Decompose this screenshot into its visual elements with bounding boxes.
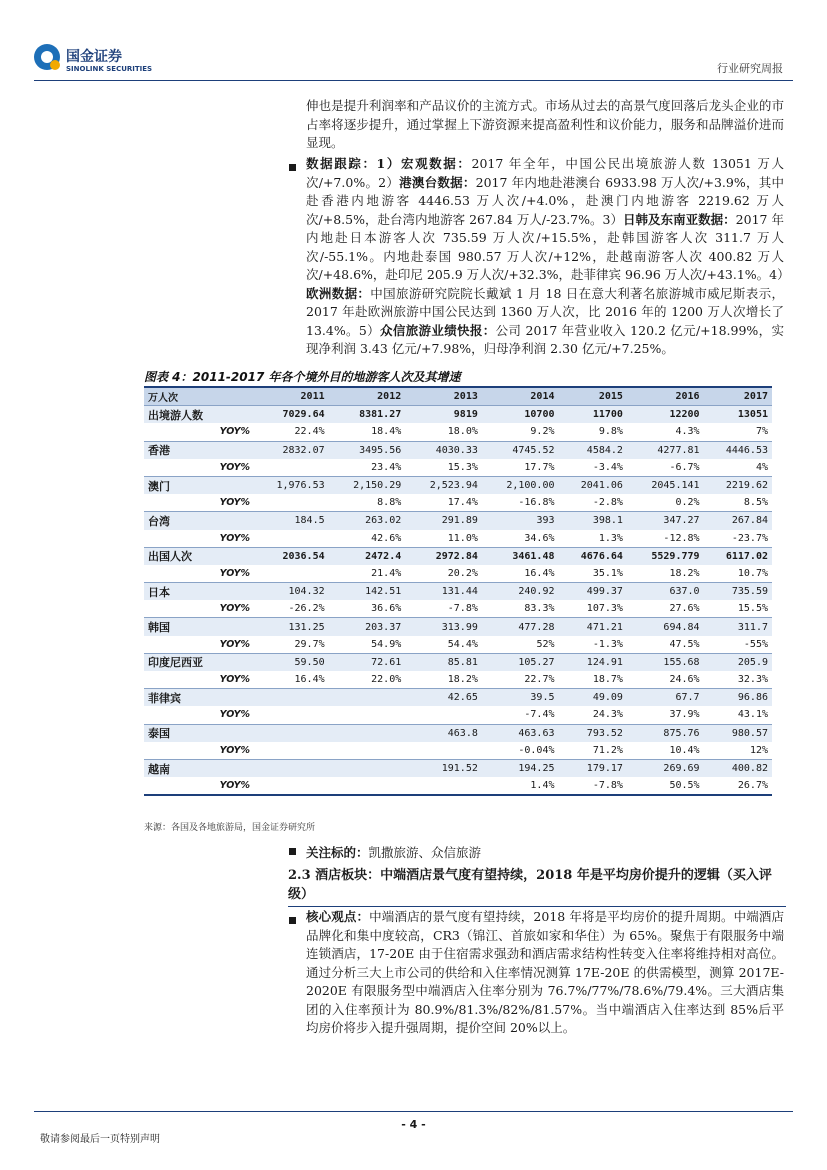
yoy-row [144, 530, 772, 548]
row-label: 出国人次 [144, 547, 252, 565]
value-cell: 637.0 [627, 583, 704, 601]
yoy-label: YOY% [219, 532, 250, 544]
yoy-row [144, 671, 772, 689]
value-cell: 1,976.53 [252, 476, 329, 494]
year-header: 2015 [559, 387, 627, 406]
yoy-cell: 35.1% [592, 567, 623, 579]
value-cell: 735.59 [704, 583, 772, 601]
value-cell: 191.52 [405, 759, 482, 777]
yoy-label: YOY% [219, 603, 250, 615]
value-cell: 463.8 [405, 724, 482, 742]
yoy-cell: 1.3% [598, 532, 623, 544]
value-cell: 694.84 [627, 618, 704, 636]
yoy-cell: 10.4% [669, 744, 700, 756]
year-header: 2016 [627, 387, 704, 406]
value-cell: 3495.56 [329, 441, 406, 459]
value-cell: 2,150.29 [329, 476, 406, 494]
table-row [144, 618, 772, 636]
yoy-cell: 4.3% [675, 426, 700, 438]
logo-cn-text: 国金证券 [66, 49, 122, 65]
value-cell: 42.65 [405, 689, 482, 707]
row-label: 日本 [144, 583, 252, 601]
table-title: 图表 4：2011-2017 年各个境外目的地游客人次及其增速 [144, 370, 461, 384]
yoy-cell: 11.0% [447, 532, 478, 544]
focus-label: 关注标的： [306, 845, 369, 860]
value-cell: 477.28 [482, 618, 559, 636]
yoy-cell: 52% [536, 638, 555, 650]
document-type: 行业研究周报 [717, 62, 783, 75]
yoy-cell: 7% [755, 426, 768, 438]
table-row [144, 406, 772, 424]
yoy-cell: 24.3% [592, 709, 623, 721]
yoy-cell: 18.4% [371, 426, 402, 438]
intro-paragraph: 伸也是提升利润率和产品议价的主流方式。市场从过去的高景气度回落后龙头企业的市占率将逐步提升，通过掌握上下游资源来提高盈利性和议价能力，服务和品牌溢价进而显现。 [306, 98, 784, 150]
yoy-row [144, 423, 772, 441]
yoy-cell: 22.7% [524, 674, 555, 686]
yoy-cell: 43.1% [737, 709, 768, 721]
value-cell [252, 689, 329, 707]
value-cell: 124.91 [559, 653, 627, 671]
row-label: 韩国 [144, 618, 252, 636]
yoy-cell: 8.5% [743, 497, 768, 509]
value-cell [252, 759, 329, 777]
yoy-label: YOY% [219, 744, 250, 756]
yoy-row [144, 565, 772, 583]
yoy-cell: -3.4% [592, 461, 623, 473]
value-cell: 269.69 [627, 759, 704, 777]
yoy-cell: 12% [749, 744, 768, 756]
table-row [144, 512, 772, 530]
year-header: 2012 [329, 387, 406, 406]
data-tracking-text-1: 2017 年全年，中国公民出境旅游人数 13051 万人次/+7.0%。2） [306, 156, 785, 190]
value-cell: 875.76 [627, 724, 704, 742]
yoy-cell: 83.3% [524, 603, 555, 615]
row-label: 澳门 [144, 476, 252, 494]
value-cell: 2,100.00 [482, 476, 559, 494]
table-header-row [144, 387, 772, 406]
yoy-cell: 18.2% [447, 674, 478, 686]
yoy-cell [252, 777, 329, 795]
value-cell: 2972.84 [405, 547, 482, 565]
yoy-cell [252, 494, 329, 512]
value-cell: 203.37 [329, 618, 406, 636]
value-cell: 240.92 [482, 583, 559, 601]
value-cell: 131.25 [252, 618, 329, 636]
yoy-cell [329, 742, 406, 760]
value-cell: 2036.54 [252, 547, 329, 565]
table-source: 来源：各国及各地旅游局，国金证券研究所 [144, 823, 316, 833]
data-tracking-heading-asia: 日韩及东南亚数据： [623, 211, 736, 227]
yoy-cell: 37.9% [669, 709, 700, 721]
yoy-cell: 50.5% [627, 777, 704, 795]
value-cell: 4446.53 [704, 441, 772, 459]
year-header: 2011 [252, 387, 329, 406]
yoy-cell: 20.2% [447, 567, 478, 579]
value-cell: 67.7 [627, 689, 704, 707]
company-logo [34, 44, 164, 78]
data-tracking-paragraph [306, 155, 790, 359]
yoy-cell: -1.3% [592, 638, 623, 650]
yoy-label: YOY% [219, 426, 250, 438]
yoy-cell: 27.6% [669, 603, 700, 615]
data-tracking-text-2: 2017 年内地赴港澳台 6933.98 万人次/+3.9%，其中赴香港内地游客 4446.53 万人次/+4.0%，赴澳门内地游客 2219.62 万人次/+8.5%，赴台湾内地游客 267.84 万人/-23.7%。3） [306, 174, 784, 227]
section-heading: 2.3 酒店板块：中端酒店景气度有望持续，2018 年是平均房价提升的逻辑（买入评级） [288, 866, 786, 907]
row-label: 出境游人数 [144, 406, 252, 424]
focus-line [306, 843, 481, 861]
yoy-row [144, 494, 772, 512]
value-cell: 59.50 [252, 653, 329, 671]
value-cell: 980.57 [704, 724, 772, 742]
data-tracking-text-5: 公司 2017 年营业收入 120.2 亿元/+18.99%，实现净利润 3.43 亿元/+7.98%，归母净利润 2.30 亿元/+7.25%。 [306, 322, 784, 356]
value-cell: 398.1 [559, 512, 627, 530]
table-row [144, 689, 772, 707]
value-cell: 5529.779 [627, 547, 704, 565]
value-cell: 10700 [482, 406, 559, 424]
yoy-cell: 47.5% [669, 638, 700, 650]
row-label: 越南 [144, 759, 252, 777]
yoy-cell: 1.4% [482, 777, 559, 795]
table-row [144, 759, 772, 777]
value-cell: 4676.64 [559, 547, 627, 565]
page-header [0, 0, 827, 80]
tourist-table [144, 386, 772, 796]
yoy-cell: 36.6% [371, 603, 402, 615]
core-view-paragraph [306, 908, 784, 1038]
bullet-icon [289, 848, 296, 855]
yoy-cell: 21.4% [371, 567, 402, 579]
table-row [144, 547, 772, 565]
value-cell: 179.17 [559, 759, 627, 777]
unit-label: 万人次 [144, 387, 252, 406]
yoy-cell: 18.2% [669, 567, 700, 579]
value-cell: 793.52 [559, 724, 627, 742]
row-label: 台湾 [144, 512, 252, 530]
yoy-cell: 54.4% [447, 638, 478, 650]
yoy-cell: -12.8% [663, 532, 700, 544]
yoy-cell [329, 706, 406, 724]
footer-divider [34, 1111, 793, 1112]
bullet-icon [289, 917, 296, 924]
yoy-cell: 23.4% [371, 461, 402, 473]
yoy-cell: -55% [743, 638, 768, 650]
data-tracking-heading-uts: 众信旅游业绩快报： [380, 322, 496, 338]
yoy-cell: -2.8% [592, 497, 623, 509]
yoy-cell: 16.4% [524, 567, 555, 579]
yoy-cell [252, 459, 329, 477]
yoy-label: YOY% [219, 638, 250, 650]
yoy-row [144, 636, 772, 654]
yoy-cell: 18.7% [592, 674, 623, 686]
value-cell: 13051 [704, 406, 772, 424]
value-cell: 267.84 [704, 512, 772, 530]
value-cell: 6117.02 [704, 547, 772, 565]
yoy-cell: 32.3% [737, 674, 768, 686]
yoy-cell [405, 777, 482, 795]
value-cell: 400.82 [704, 759, 772, 777]
yoy-cell: -6.7% [669, 461, 700, 473]
value-cell: 393 [482, 512, 559, 530]
yoy-cell: 22.4% [294, 426, 325, 438]
yoy-row [144, 706, 772, 724]
core-view-label: 核心观点： [306, 909, 370, 924]
yoy-cell: 34.6% [524, 532, 555, 544]
yoy-cell: 24.6% [669, 674, 700, 686]
yoy-cell: -23.7% [731, 532, 768, 544]
value-cell: 4584.2 [559, 441, 627, 459]
yoy-cell: 17.4% [447, 497, 478, 509]
yoy-row [144, 600, 772, 618]
yoy-cell: 26.7% [704, 777, 772, 795]
value-cell: 2041.06 [559, 476, 627, 494]
yoy-cell [405, 742, 482, 760]
tourist-data-table [144, 386, 772, 796]
value-cell: 311.7 [704, 618, 772, 636]
yoy-cell: -7.8% [447, 603, 478, 615]
yoy-label: YOY% [219, 497, 250, 509]
yoy-cell: 54.9% [371, 638, 402, 650]
core-view-text: 中端酒店的景气度有望持续，2018 年将是平均房价的提升周期。中端酒店品牌化和集中度较高，CR3（锦江、首旅如家和华住）为 65%。聚焦于有限服务中端连锁酒店，17-20E 由于住宿需求强劲和酒店需求结构性转变入住率将维持相对高位。通过分析三大上市公司的供给和入住率情况测算 17E-20E 的供需模型，测算 2017E-2020E 有限服务型中端酒店入住率分别为 76.7%/77%/78.6%/79.4%。三大酒店集团的入住率预计为 80.9%/81.3%/82%/81.57%。当中端酒店入住率达到 85%后平均房价将步入提升强周期，提价空间 20%以上。 [306, 909, 784, 1035]
value-cell: 131.44 [405, 583, 482, 601]
value-cell: 194.25 [482, 759, 559, 777]
value-cell: 3461.48 [482, 547, 559, 565]
yoy-cell: -7.8% [559, 777, 627, 795]
yoy-cell: 42.6% [371, 532, 402, 544]
value-cell: 2,523.94 [405, 476, 482, 494]
yoy-label: YOY% [219, 567, 250, 579]
yoy-cell: 71.2% [592, 744, 623, 756]
header-divider [34, 80, 793, 81]
value-cell [252, 724, 329, 742]
row-label: 菲律宾 [144, 689, 252, 707]
value-cell: 49.09 [559, 689, 627, 707]
value-cell: 9819 [405, 406, 482, 424]
yoy-cell: 22.0% [371, 674, 402, 686]
yoy-cell: 107.3% [586, 603, 623, 615]
value-cell: 184.5 [252, 512, 329, 530]
value-cell: 155.68 [627, 653, 704, 671]
yoy-cell: 15.5% [737, 603, 768, 615]
yoy-row [144, 777, 772, 795]
value-cell: 463.63 [482, 724, 559, 742]
value-cell: 2472.4 [329, 547, 406, 565]
value-cell: 291.89 [405, 512, 482, 530]
value-cell: 72.61 [329, 653, 406, 671]
yoy-cell [252, 706, 329, 724]
table-row [144, 653, 772, 671]
yoy-cell: -26.2% [288, 603, 325, 615]
value-cell [329, 689, 406, 707]
yoy-cell [329, 777, 406, 795]
value-cell [329, 759, 406, 777]
value-cell: 105.27 [482, 653, 559, 671]
footer-disclaimer: 敬请参阅最后一页特别声明 [40, 1134, 160, 1145]
yoy-cell [252, 565, 329, 583]
yoy-cell [252, 742, 329, 760]
value-cell: 2045.141 [627, 476, 704, 494]
bullet-icon [289, 164, 296, 171]
yoy-row [144, 742, 772, 760]
focus-text: 凯撒旅游、众信旅游 [368, 845, 482, 860]
value-cell: 12200 [627, 406, 704, 424]
yoy-cell: 9.2% [530, 426, 555, 438]
table-row [144, 583, 772, 601]
yoy-cell: 17.7% [524, 461, 555, 473]
logo-icon [34, 44, 60, 70]
value-cell: 347.27 [627, 512, 704, 530]
data-tracking-heading-europe: 欧洲数据： [306, 285, 371, 301]
value-cell: 471.21 [559, 618, 627, 636]
year-header: 2017 [704, 387, 772, 406]
table-row [144, 476, 772, 494]
yoy-cell: 0.2% [675, 497, 700, 509]
yoy-cell: 29.7% [294, 638, 325, 650]
data-tracking-heading-hmt: 港澳台数据： [399, 174, 476, 190]
yoy-label: YOY% [219, 461, 250, 473]
yoy-cell: -7.4% [524, 709, 555, 721]
value-cell: 104.32 [252, 583, 329, 601]
row-label: 印度尼西亚 [144, 653, 252, 671]
value-cell: 4030.33 [405, 441, 482, 459]
value-cell: 4745.52 [482, 441, 559, 459]
data-tracking-text-3: 2017 年内地赴日本游客人次 735.59 万人次/+15.5%，赴韩国游客人次 311.7 万人次/-55.1%。内地赴泰国 980.57 万人次/+12%，赴越南游客人次 400.82 万人次/+48.6%，赴印尼 205.9 万人次/+32.3%，赴菲律宾 96.96 万人次/+43.1%。4） [306, 211, 790, 282]
yoy-cell: -16.8% [518, 497, 555, 509]
value-cell: 11700 [559, 406, 627, 424]
yoy-cell: 16.4% [294, 674, 325, 686]
value-cell [329, 724, 406, 742]
yoy-cell: 10.7% [737, 567, 768, 579]
value-cell: 85.81 [405, 653, 482, 671]
value-cell: 263.02 [329, 512, 406, 530]
yoy-cell: 9.8% [598, 426, 623, 438]
logo-en-text: SINOLINK SECURITIES [66, 65, 153, 73]
value-cell: 8381.27 [329, 406, 406, 424]
value-cell: 205.9 [704, 653, 772, 671]
value-cell: 313.99 [405, 618, 482, 636]
yoy-cell: -0.04% [518, 744, 555, 756]
value-cell: 39.5 [482, 689, 559, 707]
value-cell: 2832.07 [252, 441, 329, 459]
value-cell: 4277.81 [627, 441, 704, 459]
yoy-label: YOY% [219, 709, 250, 721]
row-label: 香港 [144, 441, 252, 459]
yoy-label: YOY% [144, 777, 252, 795]
table-row [144, 724, 772, 742]
yoy-cell: 15.3% [447, 461, 478, 473]
table-row [144, 441, 772, 459]
year-header: 2013 [405, 387, 482, 406]
data-tracking-heading: 数据跟踪：1）宏观数据： [306, 156, 472, 171]
year-header: 2014 [482, 387, 559, 406]
yoy-cell [252, 530, 329, 548]
yoy-row [144, 459, 772, 477]
value-cell: 2219.62 [704, 476, 772, 494]
row-label: 泰国 [144, 724, 252, 742]
yoy-cell: 4% [755, 461, 768, 473]
value-cell: 96.86 [704, 689, 772, 707]
yoy-cell [405, 706, 482, 724]
value-cell: 142.51 [329, 583, 406, 601]
yoy-cell: 18.0% [447, 426, 478, 438]
value-cell: 7029.64 [252, 406, 329, 424]
yoy-label: YOY% [219, 674, 250, 686]
data-tracking-text-4: 中国旅游研究院院长戴斌 1 月 18 日在意大利著名旅游城市威尼斯表示，2017 年赴欧洲旅游中国公民达到 1360 万人次，比 2016 年的 1200 万人次增长了 13.4%。5） [306, 285, 784, 338]
page-number: - 4 - [401, 1118, 426, 1131]
value-cell: 499.37 [559, 583, 627, 601]
yoy-cell: 8.8% [377, 497, 402, 509]
